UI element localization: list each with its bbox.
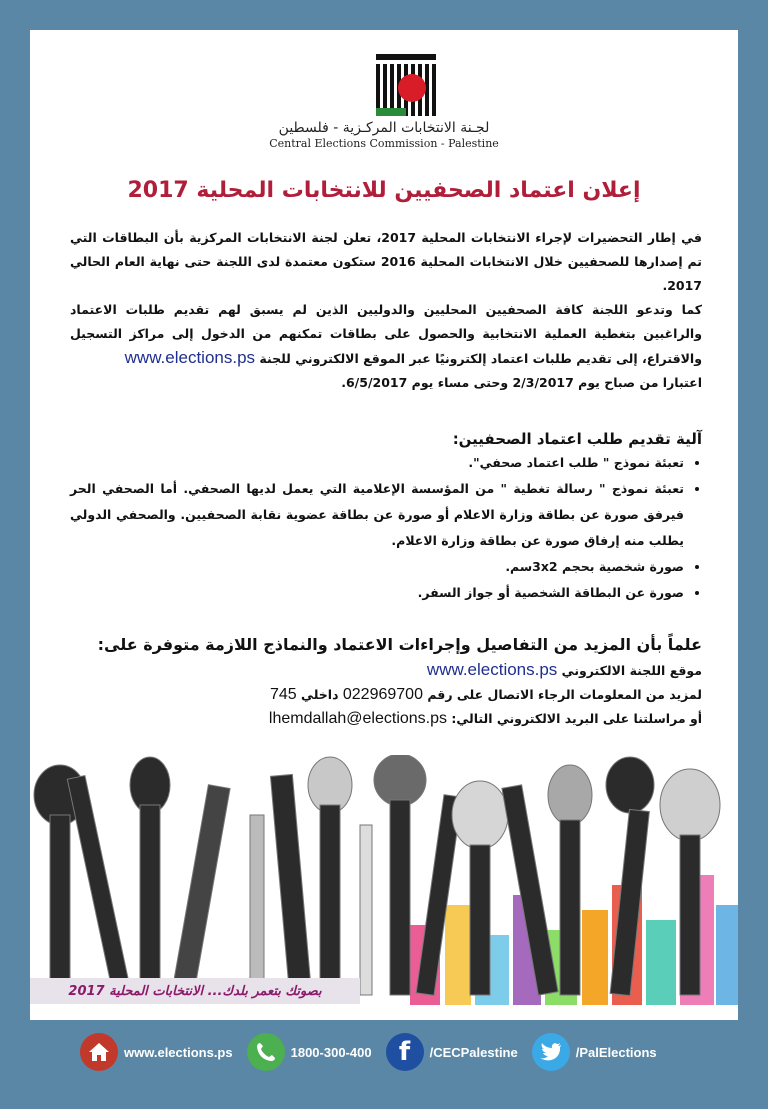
phone-icon xyxy=(247,1033,285,1071)
list-item: • تعبئة نموذج " رسالة تغطية " من المؤسسة الإعلامية التي يعمل لديها الصحفي. أما الصحفي الحر فيرفق صورة عن بطاقة وزارة الاعلام أو صورة عن بطاقة عضوية نقابة الصحفيين. والصحفي الدولي يطلب منه إرفاق صورة عن بطاقة وزارة الاعلام. xyxy=(70,476,684,554)
poster-card xyxy=(30,30,738,1020)
intro-paragraph-2-text: كما وتدعو اللجنة كافة الصحفيين المحليين والدوليين الذين لم يسبق لهم تقديم طلبات الاعتماد والراغبين بتغطية العملية الانتخابية والحصول على بطاقات تمكنهم من الدخول إلى مراكز التسجيل والاقتراع، إلى تقديم طلبات اعتماد إلكترونيًا عبر الموقع الالكتروني للجنة xyxy=(70,302,702,366)
list-item: • صورة عن البطاقة الشخصية أو جواز السفر. xyxy=(70,580,684,606)
mechanism-section xyxy=(70,430,702,606)
site-label: موقع اللجنة الالكتروني xyxy=(561,663,702,678)
microphones-illustration xyxy=(30,755,738,1005)
footer-website-text: www.elections.ps xyxy=(124,1044,233,1060)
slogan-text: بصوتك بتعمر بلدك... الانتخابات المحلية 2017 xyxy=(68,983,322,999)
slogan-banner xyxy=(30,978,360,1004)
phone-line xyxy=(70,683,702,707)
ext-number: 745 xyxy=(269,686,297,703)
intro-paragraph-3: اعتبارا من صباح يوم 2/3/2017 وحتى مساء يوم 6/5/2017. xyxy=(341,375,702,390)
footer-phone-text: 1800-300-400 xyxy=(290,1044,372,1060)
phone-number[interactable]: 022969700 xyxy=(342,686,423,703)
org-name-english: Central Elections Commission - Palestine xyxy=(269,137,499,150)
site-link[interactable]: www.elections.ps xyxy=(426,660,558,679)
more-info-heading: علماً بأن المزيد من التفاصيل وإجراءات الاعتماد والنماذج اللازمة متوفرة على: xyxy=(97,635,702,654)
intro-paragraph-1: في إطار التحضيرات لإجراء الانتخابات المحلية 2017، تعلن لجنة الانتخابات المركزية بأن البطاقات التي تم إصدارها للصحفيين خلال الانتخابات المحلية 2016 ستكون معتمدة لدى اللجنة حتى نهاية العام الحالي 2017. xyxy=(70,230,702,293)
org-name-arabic: لجـنة الانتخابات المركـزية - فلسطين xyxy=(278,120,490,136)
footer-phone[interactable] xyxy=(247,1033,372,1071)
footer-twitter[interactable] xyxy=(532,1033,657,1071)
page-title: إعلان اعتماد الصحفيين للانتخابات المحلية 2017 xyxy=(127,178,641,203)
footer-twitter-text: /PalElections xyxy=(575,1044,657,1060)
facebook-icon: f xyxy=(386,1033,424,1071)
footer-contacts xyxy=(80,1028,700,1076)
phone-label: لمزيد من المعلومات الرجاء الاتصال على رقم xyxy=(427,687,702,702)
mechanism-list xyxy=(70,450,702,606)
footer-facebook-text: /CECPalestine xyxy=(429,1044,518,1060)
site-line xyxy=(70,658,702,683)
footer-facebook[interactable] xyxy=(386,1033,518,1071)
twitter-icon xyxy=(532,1033,570,1071)
website-link[interactable]: www.elections.ps xyxy=(124,348,256,367)
mechanism-heading: آلية تقديم طلب اعتماد الصحفيين: xyxy=(452,430,702,448)
microphone-group xyxy=(34,755,720,996)
list-item: • تعبئة نموذج " طلب اعتماد صحفي". xyxy=(70,450,684,476)
ext-label: داخلي xyxy=(301,687,339,702)
intro-paragraph-2 xyxy=(70,298,702,371)
list-item: • صورة شخصية بحجم 3x2سم. xyxy=(70,554,684,580)
home-icon xyxy=(80,1033,118,1071)
more-info-section xyxy=(70,635,702,731)
footer-website[interactable] xyxy=(80,1033,233,1071)
intro-section xyxy=(70,226,702,395)
email-line xyxy=(70,707,702,731)
email-link[interactable]: lhemdallah@elections.ps xyxy=(268,710,448,727)
email-label: أو مراسلتنا على البريد الالكتروني التالي: xyxy=(451,711,702,726)
